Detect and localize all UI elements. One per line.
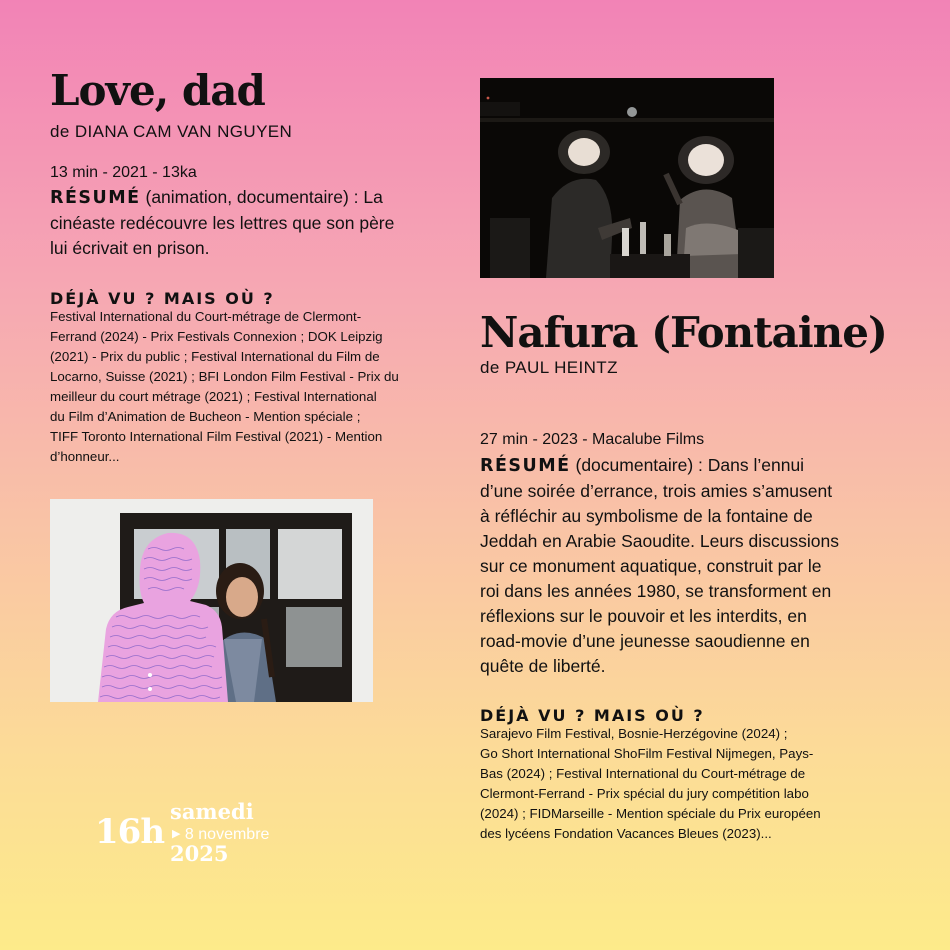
synopsis-line: lui écrivait en prison. [50,238,210,258]
film-title-nafura: Nafura (Fontaine) [480,308,887,357]
film-title-love-dad: Love, dad [50,66,265,115]
synopsis-line: réflexions sur le pouvoir et les interdits, en [480,606,807,626]
film-still-nafura [480,78,774,278]
synopsis-line: sur ce monument aquatique, construit par le [480,556,822,576]
festival-line: Sarajevo Film Festival, Bosnie-Herzégovine (2024) ; [480,726,788,741]
film-synopsis-nafura [480,453,900,679]
festival-line: d’honneur... [50,449,120,464]
festival-line: Bas (2024) ; Festival International du Court-métrage de [480,766,806,781]
film-meta-nafura: 27 min - 2023 - Macalube Films [480,431,705,448]
seen-heading-love-dad: DÉJÀ VU ? MAIS OÙ ? [50,289,275,308]
synopsis-line: road-movie d’une jeunesse saoudienne en [480,631,810,651]
film-synopsis-love-dad [50,185,430,261]
synopsis-line: (documentaire) : Dans l’ennui [570,455,805,475]
schedule-year: 2025 [170,841,229,866]
seen-heading-nafura: DÉJÀ VU ? MAIS OÙ ? [480,706,705,725]
schedule-day: samedi [170,799,254,824]
film-director-nafura: de PAUL HEINTZ [480,358,618,377]
festival-list-nafura [480,724,900,844]
festival-line: Ferrand (2024) - Prix Festivals Connexion ; DOK Leipzig [50,329,383,344]
festival-line: des lycéens Fondation Vacances Bleues (2023)... [480,826,772,841]
film-still-love-dad [50,499,373,702]
festival-line: Festival International du Court-métrage de Clermont- [50,309,362,324]
schedule-date-text: 8 novembre [184,826,270,843]
synopsis-line: cinéaste redécouvre les lettres que son père [50,213,395,233]
resume-label: RÉSUMÉ [50,188,141,208]
synopsis-line: quête de liberté. [480,656,606,676]
night-scene-illustration [480,78,774,278]
synopsis-line: à réfléchir au symbolisme de la fontaine de [480,506,813,526]
festival-line: Clermont-Ferrand - Prix spécial du jury compétition labo [480,786,809,801]
festival-line: (2024) ; FIDMarseille - Mention spéciale du Prix européen [480,806,821,821]
festival-list-love-dad [50,307,430,467]
synopsis-line: Jeddah en Arabie Saoudite. Leurs discussions [480,531,839,551]
festival-line: du Film d’Animation de Bucheon - Mention spéciale ; [50,409,361,424]
synopsis-line: (animation, documentaire) : La [140,187,383,207]
collage-illustration [50,499,373,702]
film-director-love-dad: de DIANA CAM VAN NGUYEN [50,122,293,141]
festival-line: Go Short International ShoFilm Festival Nijmegen, Pays- [480,746,814,761]
schedule-hour: 16h [95,812,165,852]
festival-line: Locarno, Suisse (2021) ; BFI London Film Festival - Prix du [50,369,399,384]
film-meta-love-dad: 13 min - 2021 - 13ka [50,164,197,181]
festival-line: TIFF Toronto International Film Festival (2021) - Mention [50,429,383,444]
synopsis-line: roi dans les années 1980, se transforment en [480,581,832,601]
festival-line: (2021) - Prix du public ; Festival International du Film de [50,349,380,364]
synopsis-line: d’une soirée d’errance, trois amies s’amusent [480,481,833,501]
play-arrow-icon: ▶ [172,828,181,840]
festival-line: meilleur du court métrage (2021) ; Festival International [50,389,377,404]
resume-label: RÉSUMÉ [480,456,571,476]
